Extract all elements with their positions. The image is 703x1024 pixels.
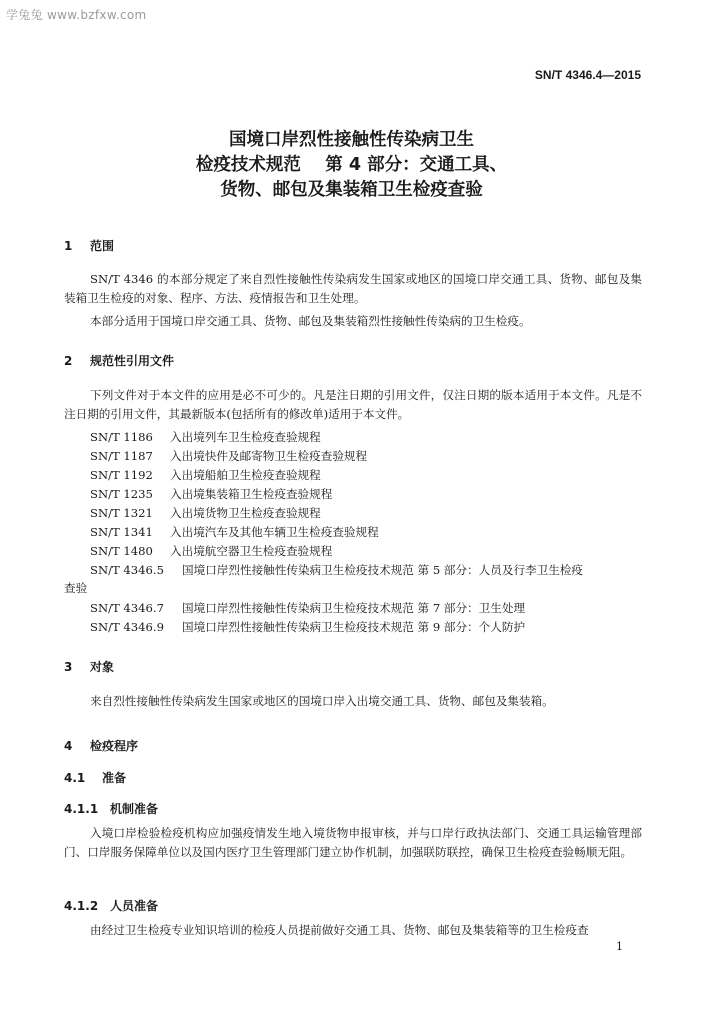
reference-title-continuation: 查验 <box>64 581 88 595</box>
reference-title: 入出境快件及邮寄物卫生检疫查验规程 <box>170 449 368 463</box>
reference-title: 入出境列车卫生检疫查验规程 <box>170 430 321 444</box>
title-line-3: 货物、邮包及集装箱卫生检疫查验 <box>220 180 483 200</box>
reference-title: 入出境集装箱卫生检疫查验规程 <box>170 487 333 501</box>
reference-code: SN/T 4346.9 <box>90 620 164 634</box>
section-number: 2 <box>64 354 73 368</box>
page-number: 1 <box>616 940 623 953</box>
section-4-1-heading <box>64 769 126 786</box>
section-3-heading <box>64 658 114 675</box>
section-title: 范围 <box>90 239 115 253</box>
reference-code: SN/T 1341 <box>90 525 153 539</box>
section-4-1-1-paragraph: 入境口岸检验检疫机构应加强疫情发生地入境货物申报审核，并与口岸行政执法部门、交通工具运输管理部门、口岸服务保障单位以及国内医疗卫生管理部门建立协作机制，加强联防联控，确保卫生检疫查验畅顺无阻。 <box>64 826 642 859</box>
reference-item <box>90 599 525 618</box>
reference-item <box>90 542 332 561</box>
section-2-intro: 下列文件对于本文件的应用是必不可少的。凡是注日期的引用文件，仅注日期的版本适用于本文件。凡是不注日期的引用文件，其最新版本(包括所有的修改单)适用于本文件。 <box>64 388 642 421</box>
reference-code: SN/T 4346.5 <box>90 563 164 577</box>
section-number: 3 <box>64 660 73 674</box>
reference-item <box>90 428 321 447</box>
reference-code: SN/T 1235 <box>90 487 153 501</box>
section-title: 准备 <box>102 771 127 785</box>
reference-code: SN/T 1192 <box>90 468 153 482</box>
reference-item <box>90 466 321 485</box>
section-title: 检疫程序 <box>90 739 139 753</box>
reference-title: 入出境船舶卫生检疫查验规程 <box>170 468 321 482</box>
section-number: 4 <box>64 739 73 753</box>
document-title <box>0 128 703 203</box>
reference-item <box>90 561 583 580</box>
section-title: 对象 <box>90 660 115 674</box>
standard-code: SN/T 4346.4—2015 <box>534 68 641 82</box>
reference-code: SN/T 1186 <box>90 430 153 444</box>
section-2-heading <box>64 352 174 369</box>
reference-item <box>90 523 379 542</box>
section-number: 4.1.1 <box>64 802 99 816</box>
section-3-paragraph: 来自烈性接触性传染病发生国家或地区的国境口岸入出境交通工具、货物、邮包及集装箱。 <box>90 694 554 708</box>
reference-title: 国境口岸烈性接触性传染病卫生检疫技术规范 第 9 部分：个人防护 <box>182 620 526 634</box>
reference-item <box>90 485 332 504</box>
section-4-1-2-heading <box>64 897 158 914</box>
section-title: 人员准备 <box>110 899 159 913</box>
section-4-1-1-heading <box>64 800 158 817</box>
section-1-paragraph-2: 本部分适用于国境口岸交通工具、货物、邮包及集装箱烈性接触性传染病的卫生检疫。 <box>90 314 531 328</box>
reference-title: 国境口岸烈性接触性传染病卫生检疫技术规范 第 5 部分：人员及行李卫生检疫 <box>182 563 584 577</box>
reference-item <box>90 447 367 466</box>
title-line-2: 检疫技术规范 第 4 部分：交通工具、 <box>195 155 508 175</box>
section-4-1-2-paragraph: 由经过卫生检疫专业知识培训的检疫人员提前做好交通工具、货物、邮包及集装箱等的卫生检疫查 <box>90 923 589 937</box>
section-1-paragraph-1: SN/T 4346 的本部分规定了来自烈性接触性传染病发生国家或地区的国境口岸交通工具、货物、邮包及集装箱卫生检疫的对象、程序、方法、疫情报告和卫生处理。 <box>64 272 642 305</box>
reference-code: SN/T 1187 <box>90 449 153 463</box>
section-number: 4.1.2 <box>64 899 99 913</box>
section-title: 机制准备 <box>110 802 159 816</box>
watermark: 学兔兔 www.bzfxw.com <box>6 8 147 22</box>
reference-code: SN/T 4346.7 <box>90 601 164 615</box>
reference-code: SN/T 1480 <box>90 544 153 558</box>
section-4-heading <box>64 737 138 754</box>
section-number: 4.1 <box>64 771 86 785</box>
reference-title: 入出境航空器卫生检疫查验规程 <box>170 544 333 558</box>
reference-item <box>90 618 525 637</box>
reference-title: 入出境汽车及其他车辆卫生检疫查验规程 <box>170 525 379 539</box>
section-number: 1 <box>64 239 73 253</box>
title-line-1: 国境口岸烈性接触性传染病卫生 <box>229 130 474 150</box>
section-1-heading <box>64 237 114 254</box>
reference-title: 入出境货物卫生检疫查验规程 <box>170 506 321 520</box>
reference-code: SN/T 1321 <box>90 506 153 520</box>
reference-item <box>90 504 321 523</box>
reference-title: 国境口岸烈性接触性传染病卫生检疫技术规范 第 7 部分：卫生处理 <box>182 601 526 615</box>
section-title: 规范性引用文件 <box>90 354 175 368</box>
